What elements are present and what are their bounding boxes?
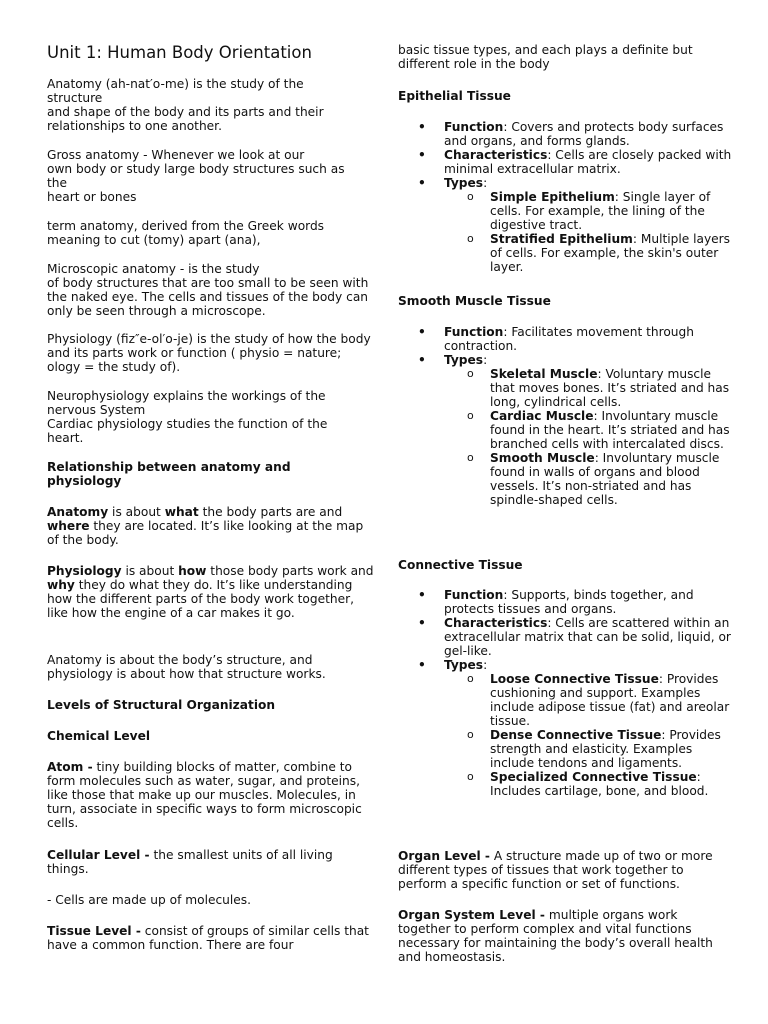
list-item	[398, 325, 738, 353]
list-item	[398, 148, 738, 176]
type-label: Cardiac Muscle	[490, 409, 594, 423]
neurophysiology-text: Neurophysiology explains the workings of the nervous System	[47, 389, 326, 417]
characteristics-text: : Cells are scattered within an extracellular matrix that can be solid, liquid, or gel-like.	[444, 616, 731, 658]
type-text: : Provides cushioning and support. Examples include adipose tissue (fat) and areolar tissue.	[490, 672, 730, 728]
microscopic-anatomy-paragraph	[47, 262, 377, 318]
organ-system-term: Organ System Level -	[398, 908, 545, 922]
anatomy-what-where	[47, 505, 377, 547]
type-text: : Voluntary muscle that moves bones. It’s striated and has long, cylindrical cells.	[490, 367, 730, 409]
types-label: Types	[444, 176, 484, 190]
term-anatomy-paragraph: term anatomy, derived from the Greek words meaning to cut (tomy) apart (ana),	[47, 219, 325, 247]
connective-list	[398, 588, 738, 798]
characteristics-text: : Cells are closely packed with minimal extracellular matrix.	[444, 148, 732, 176]
levels-heading: Levels of Structural Organization	[47, 698, 276, 712]
type-text: : Single layer of cells. For example, the lining of the digestive tract.	[490, 190, 711, 232]
gross-anatomy-line: own body or study large body structures such as	[47, 162, 345, 176]
function-label: Function	[444, 325, 504, 339]
function-label: Function	[444, 120, 504, 134]
muscle-heading: Smooth Muscle Tissue	[398, 294, 551, 308]
physiology-text: those body parts work and	[206, 564, 374, 578]
types-colon: :	[483, 353, 488, 367]
physiology-how-why	[47, 564, 377, 620]
cellular-level-text: the smallest units of all living things.	[47, 848, 333, 876]
type-label: Smooth Muscle	[490, 451, 595, 465]
anatomy-definition-line: structure	[47, 91, 103, 105]
cells-molecules-note: - Cells are made up of molecules.	[47, 893, 252, 907]
type-text: : Provides strength and elasticity. Examples include tendons and ligaments.	[490, 728, 721, 770]
physiology-text: they do what they do. It’s like understanding how the different parts of the body work together, like how the engine of a car makes it go.	[47, 578, 354, 620]
types-label: Types	[444, 658, 484, 672]
list-item	[398, 588, 738, 616]
page-title: Unit 1: Human Body Orientation	[47, 43, 312, 62]
where-term: where	[47, 519, 90, 533]
list-item	[444, 728, 738, 770]
types-colon: :	[483, 658, 488, 672]
microscopic-anatomy-line: Microscopic anatomy - is the study	[47, 262, 260, 276]
list-item	[444, 672, 738, 728]
atom-term: Atom -	[47, 760, 93, 774]
list-item	[398, 353, 738, 507]
type-label: Simple Epithelium	[490, 190, 615, 204]
anatomy-definition-line: relationships to one another.	[47, 119, 222, 133]
why-term: why	[47, 578, 75, 592]
anatomy-definition-line: Anatomy (ah-nat′o-me) is the study of the	[47, 77, 304, 91]
physiology-branches	[47, 389, 377, 445]
epithelial-types-list	[444, 190, 738, 274]
atom-paragraph	[47, 760, 377, 830]
what-term: what	[164, 505, 199, 519]
organ-system-paragraph	[398, 908, 733, 964]
tissue-level-term: Tissue Level -	[47, 924, 141, 938]
cardiac-physiology-text: Cardiac physiology studies the function of the heart.	[47, 417, 328, 445]
type-text: : Includes cartilage, bone, and blood.	[490, 770, 709, 798]
epithelial-heading: Epithelial Tissue	[398, 89, 511, 103]
anatomy-term: Anatomy	[47, 505, 109, 519]
type-label: Dense Connective Tissue	[490, 728, 662, 742]
muscle-types-list	[444, 367, 738, 507]
list-item	[398, 176, 738, 274]
physiology-definition: Physiology (fiz″e-ol′o-je) is the study of how the body and its parts work or function ( physio = nature; ology = the study of).	[47, 332, 371, 374]
connective-types-list	[444, 672, 738, 798]
anatomy-definition-line: and shape of the body and its parts and their	[47, 105, 324, 119]
chemical-level-heading: Chemical Level	[47, 729, 151, 743]
gross-anatomy-line: the	[47, 176, 68, 190]
gross-anatomy-line: heart or bones	[47, 190, 137, 204]
structure-function-summary: Anatomy is about the body’s structure, and physiology is about how that structure works.	[47, 653, 326, 681]
anatomy-text: is about	[108, 505, 165, 519]
types-colon: :	[483, 176, 488, 190]
microscopic-anatomy-text: of body structures that are too small to be seen with the naked eye. The cells and tissues of the body can only be seen through a microscope.	[47, 276, 369, 318]
characteristics-label: Characteristics	[444, 616, 548, 630]
type-label: Stratified Epithelium	[490, 232, 633, 246]
gross-anatomy-line: Gross anatomy - Whenever we look at our	[47, 148, 305, 162]
organ-system-text: multiple organs work together to perform complex and vital functions necessary for maintaining the body’s overall health and homeostasis.	[398, 908, 713, 964]
anatomy-text: the body parts are and	[198, 505, 343, 519]
type-text: : Involuntary muscle found in the heart. It’s striated and has branched cells with intercalated discs.	[490, 409, 730, 451]
tissue-level-paragraph	[47, 924, 377, 952]
physiology-text: is about	[121, 564, 179, 578]
epithelial-list	[398, 120, 738, 274]
type-label: Skeletal Muscle	[490, 367, 598, 381]
characteristics-label: Characteristics	[444, 148, 548, 162]
cellular-level-term: Cellular Level -	[47, 848, 150, 862]
atom-text: tiny building blocks of matter, combine to form molecules such as water, sugar, and proteins, like those that make up our muscles. Molecules, in turn, associate in specific ways to form microscopic cells.	[47, 760, 362, 830]
function-text: : Facilitates movement through contraction.	[444, 325, 694, 353]
gross-anatomy-paragraph	[47, 148, 377, 204]
cellular-level-paragraph	[47, 848, 377, 876]
list-item	[444, 770, 738, 798]
list-item	[444, 367, 738, 409]
types-label: Types	[444, 353, 484, 367]
muscle-list	[398, 325, 738, 507]
list-item	[444, 232, 738, 274]
list-item	[398, 120, 738, 148]
organ-level-term: Organ Level -	[398, 849, 490, 863]
tissue-level-text: consist of groups of similar cells that have a common function. There are four	[47, 924, 369, 952]
list-item	[398, 658, 738, 798]
type-text: : Multiple layers of cells. For example, the skin's outer layer.	[490, 232, 731, 274]
relationship-heading: Relationship between anatomy and physiology	[47, 460, 291, 488]
type-label: Loose Connective Tissue	[490, 672, 659, 686]
list-item	[444, 451, 738, 507]
anatomy-definition	[47, 77, 377, 133]
type-text: : Involuntary muscle found in walls of organs and blood vessels. It’s non-striated and has spindle-shaped cells.	[490, 451, 720, 507]
connective-heading: Connective Tissue	[398, 558, 523, 572]
anatomy-text: they are located. It’s like looking at the map of the body.	[47, 519, 364, 547]
list-item	[444, 409, 738, 451]
organ-level-text: A structure made up of two or more different types of tissues that work together to perform a specific function or set of functions.	[398, 849, 713, 891]
function-text: : Supports, binds together, and protects tissues and organs.	[444, 588, 694, 616]
list-item	[398, 616, 738, 658]
how-term: how	[178, 564, 207, 578]
organ-level-paragraph	[398, 849, 733, 891]
function-label: Function	[444, 588, 504, 602]
list-item	[444, 190, 738, 232]
type-label: Specialized Connective Tissue	[490, 770, 697, 784]
physiology-term: Physiology	[47, 564, 122, 578]
function-text: : Covers and protects body surfaces and organs, and forms glands.	[444, 120, 724, 148]
tissue-types-continuation: basic tissue types, and each plays a definite but different role in the body	[398, 43, 693, 71]
